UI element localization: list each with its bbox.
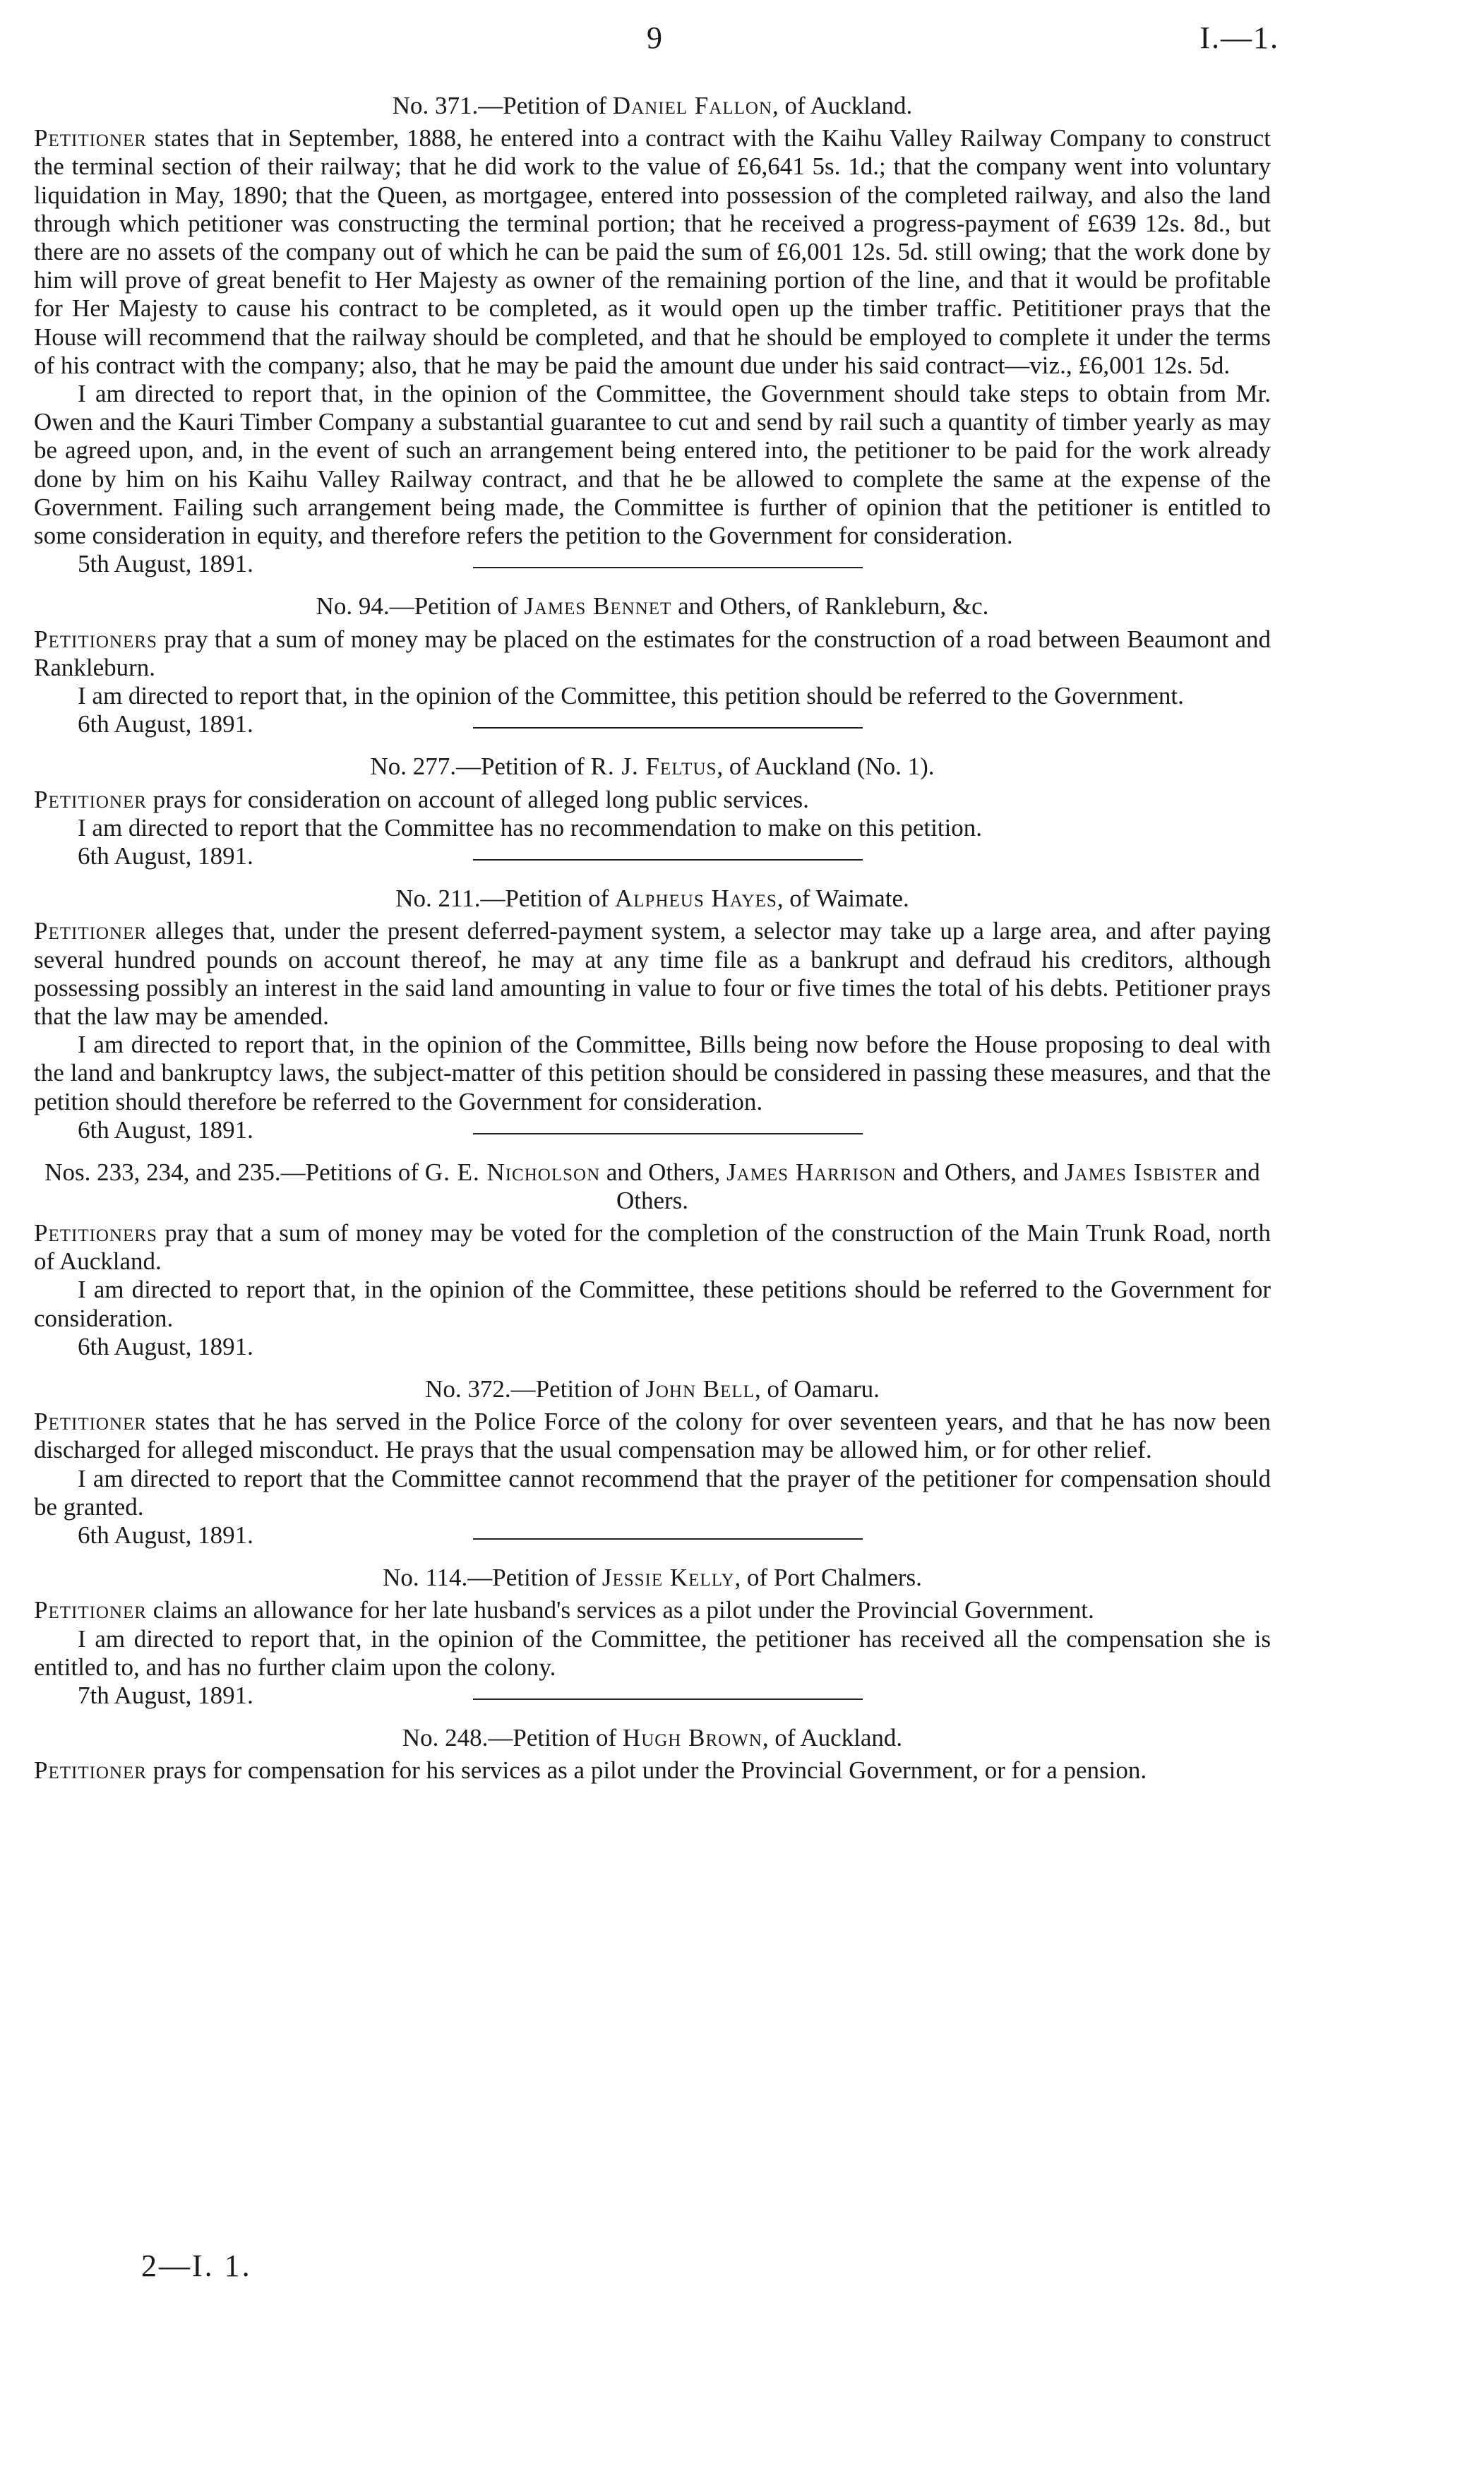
petitioner-lead: Petitioner	[34, 1756, 147, 1785]
separator-rule	[473, 567, 863, 568]
separator-rule	[473, 859, 863, 861]
separator-rule	[473, 727, 863, 729]
report-date: 5th August, 1891.	[78, 550, 253, 578]
report-date-row	[34, 1682, 1271, 1710]
petitioner-lead: Petitioner	[34, 917, 147, 945]
report-date-row	[34, 1116, 1271, 1144]
petitioner-name: R. J. Feltus	[590, 753, 717, 781]
petitioner-name: James Harrison	[726, 1158, 897, 1187]
petition-text: Petitioner alleges that, under the present deferred-payment system, a selector may take up a large area, and after paying several hundred pounds on account thereof, he may at any time file as a bankrupt and defraud his creditors, although possessing possibly an interest in the said land amounting in value to four or five times the total of his debts. Petitioner prays that the law may be amended.	[34, 917, 1271, 1031]
committee-report: I am directed to report that the Committee cannot recommend that the prayer of the petitioner for compensation should be granted.	[34, 1464, 1271, 1521]
committee-report: I am directed to report that the Committee has no recommendation to make on this petition.	[78, 813, 983, 841]
petition-text: Petitioner prays for compensation for his services as a pilot under the Provincial Government, or for a pension.	[34, 1756, 1147, 1785]
petitioner-name: James Bennet	[524, 592, 672, 621]
petition-heading: No. 94.—Petition of James Bennet and Others, of Rankleburn, &c.	[316, 592, 989, 621]
petitioner-lead: Petitioner	[34, 1596, 147, 1624]
petition-heading: Nos. 233, 234, and 235.—Petitions of G. E. Nicholson and Others, James Harrison and Others, and James Isbister and Others.	[44, 1158, 1260, 1215]
report-date: 6th August, 1891.	[78, 1521, 253, 1550]
report-date: 6th August, 1891.	[78, 1332, 253, 1360]
petition-text: Petitioner claims an allowance for her late husband's services as a pilot under the Provincial Government.	[34, 1596, 1094, 1624]
petitioner-name: Alpheus Hayes	[615, 885, 777, 913]
petitioner-name: John Bell	[645, 1375, 755, 1403]
petitioner-name: Daniel Fallon	[612, 92, 772, 119]
page-signature: 2—I. 1.	[141, 2248, 252, 2283]
report-date: 6th August, 1891.	[78, 710, 253, 738]
petitioner-lead: Petitioner	[34, 124, 147, 152]
petitioner-name: Jessie Kelly	[602, 1564, 735, 1592]
petitioner-lead: Petitioner	[34, 785, 147, 813]
report-date: 6th August, 1891.	[78, 842, 253, 870]
petitioner-name: Hugh Brown	[622, 1724, 762, 1752]
petition-heading: No. 211.—Petition of Alpheus Hayes, of Waimate.	[395, 885, 909, 913]
committee-report: I am directed to report that, in the opinion of the Committee, the Government should take steps to obtain from Mr. Owen and the Kauri Timber Company a substantial guarantee to cut and send by rail such a quantity of timber yearly as may be agreed upon, and, in the event of such an arrangement being entered into, the petitioner to be paid for the work already done by him on his Kaihu Valley Railway contract, and that he be allowed to complete the same at the expense of the Government. Failing such arrangement being made, the Committee is further of opinion that the petitioner is entitled to some consideration in equity, and therefore refers the petition to the Government for consideration.	[34, 380, 1271, 550]
separator-rule	[473, 1538, 863, 1540]
petition-entry	[34, 885, 1271, 1144]
petition-heading: No. 372.—Petition of John Bell, of Oamaru.	[425, 1375, 880, 1403]
petition-heading: No. 248.—Petition of Hugh Brown, of Auckland.	[402, 1724, 903, 1752]
petition-entry	[34, 1564, 1271, 1710]
petitioner-lead: Petitioner	[34, 1408, 147, 1436]
separator-rule	[473, 1133, 863, 1134]
petition-text: Petitioner states that in September, 1888, he entered into a contract with the Kaihu Valley Railway Company to construct the terminal section of their railway; that he did work to the value of £6,641 5s. 1d.; that the company went into voluntary liquidation in May, 1890; that the Queen, as mortgagee, entered into possession of the completed railway, and also the land through which petitioner was constructing the terminal portion; that he received a progress-payment of £639 12s. 8d., but there are no assets of the company out of which he can be paid the sum of £6,001 12s. 5d. still owing; that the work done by him will prove of great benefit to Her Majesty as owner of the remaining portion of the line, and that it would be profitable for Her Majesty to cause his contract to be completed, as it would open up the timber traffic. Petititioner prays that the House will recommend that the railway should be completed, and that he should be employed to complete it under the terms of his contract with the company; also, that he may be paid the amount due under his said contract—viz., £6,001 12s. 5d.	[34, 124, 1271, 379]
petition-text: Petitioner prays for consideration on account of alleged long public services.	[34, 785, 809, 813]
petitioner-name: G. E. Nicholson	[424, 1158, 601, 1187]
petition-heading: No. 371.—Petition of Daniel Fallon, of Auckland.	[392, 92, 913, 119]
petition-entry	[34, 1375, 1271, 1550]
page-number: 9	[647, 20, 662, 55]
petition-text: Petitioners pray that a sum of money may be voted for the completion of the construction of the Main Trunk Road, north of Auckland.	[34, 1219, 1271, 1276]
petitioner-name: James Isbister	[1064, 1158, 1219, 1187]
committee-report: I am directed to report that, in the opinion of the Committee, the petitioner has received all the compensation she is entitled to, and has no further claim upon the colony.	[34, 1624, 1271, 1681]
report-date-row	[34, 842, 1271, 870]
report-date: 6th August, 1891.	[78, 1115, 253, 1144]
committee-report: I am directed to report that, in the opinion of the Committee, this petition should be referred to the Government.	[78, 682, 1184, 710]
petition-heading: No. 277.—Petition of R. J. Feltus, of Auckland (No. 1).	[370, 753, 935, 781]
petition-text: Petitioner states that he has served in the Police Force of the colony for over seventeen years, and that he has now been discharged for alleged misconduct. He prays that the usual compensation may be allowed him, or for other relief.	[34, 1408, 1271, 1464]
petitioner-lead: Petitioners	[34, 1219, 157, 1247]
committee-report: I am directed to report that, in the opinion of the Committee, these petitions should be referred to the Government for consideration.	[34, 1276, 1271, 1332]
document-reference: I.—1.	[1199, 20, 1279, 55]
report-date-row	[34, 550, 1271, 578]
document-body	[34, 92, 1271, 1785]
petition-entry	[34, 753, 1271, 870]
committee-report: I am directed to report that, in the opinion of the Committee, Bills being now before the House proposing to deal with the land and bankruptcy laws, the subject-matter of this petition should be considered in passing these measures, and that the petition should therefore be referred to the Government for consideration.	[34, 1031, 1271, 1115]
petition-entry	[34, 1158, 1271, 1361]
petition-entry	[34, 592, 1271, 738]
separator-rule	[473, 1699, 863, 1700]
running-head	[0, 20, 1484, 69]
report-date-row	[34, 1333, 1271, 1361]
report-date-row	[34, 710, 1271, 738]
petitioner-lead: Petitioners	[34, 625, 157, 653]
petition-entry	[34, 1724, 1271, 1785]
report-date-row	[34, 1521, 1271, 1550]
petition-heading: No. 114.—Petition of Jessie Kelly, of Port Chalmers.	[383, 1564, 922, 1592]
report-date: 7th August, 1891.	[78, 1682, 253, 1710]
petition-text: Petitioners pray that a sum of money may be placed on the estimates for the construction of a road between Beaumont and Rankleburn.	[34, 625, 1271, 681]
petition-entry	[34, 92, 1271, 578]
